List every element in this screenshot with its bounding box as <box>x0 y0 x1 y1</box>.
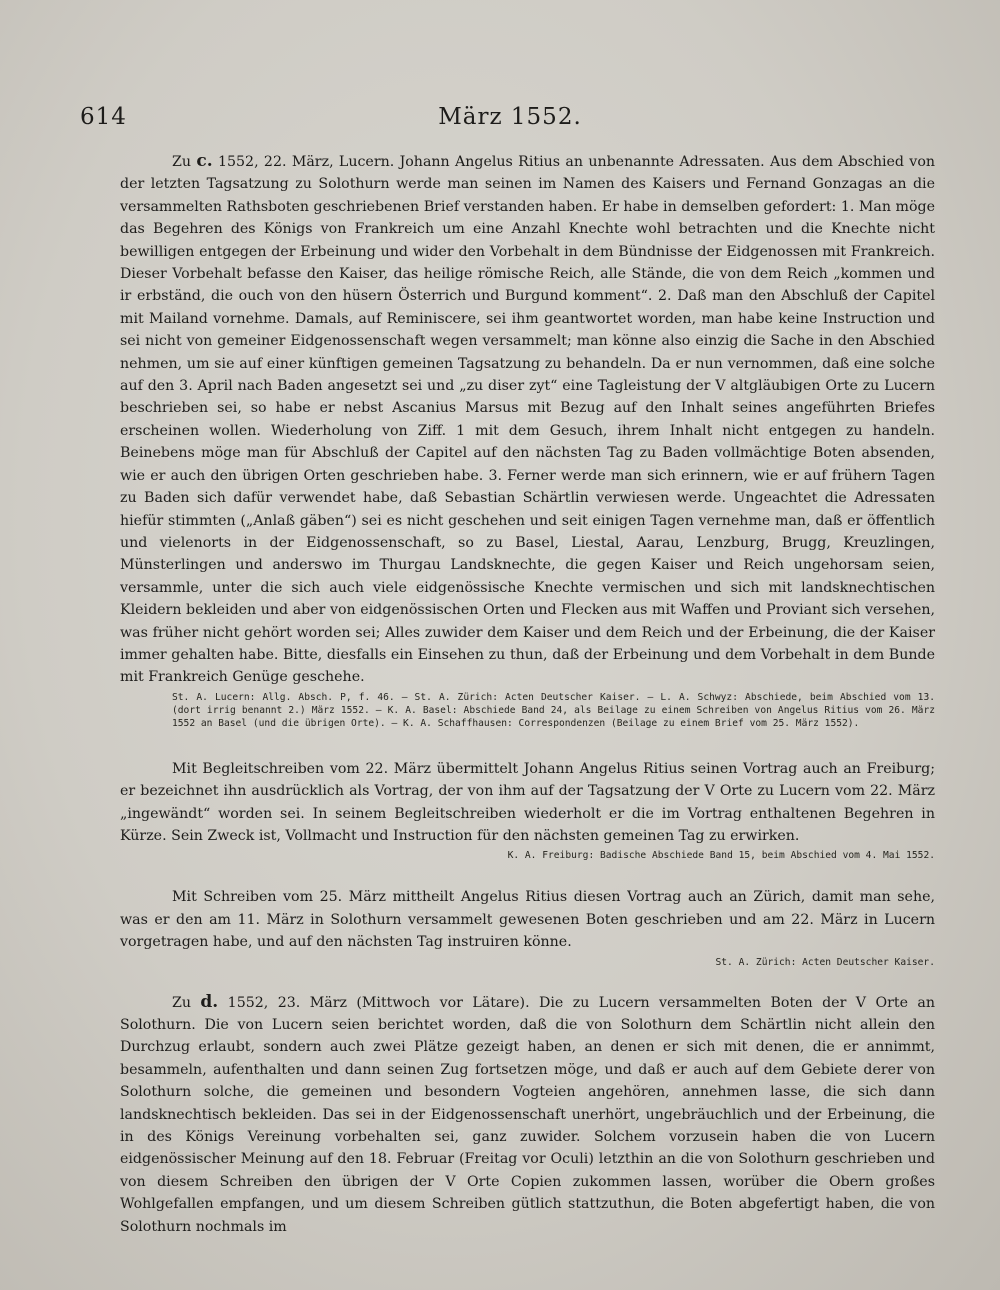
entry-paragraph <box>120 991 935 1238</box>
source-note: St. A. Zürich: Acten Deutscher Kaiser. <box>715 956 935 968</box>
page-body <box>120 150 935 1238</box>
source-note: K. A. Freiburg: Badische Abschiede Band 15, beim Abschied vom 4. Mai 1552. <box>507 850 935 862</box>
entry-siglum: c. <box>196 151 213 171</box>
siglum-prefix: Zu <box>172 994 201 1011</box>
entry-text: 1552, 22. März, Lucern. Johann Angelus Ritius an unbenannte Adressaten. Aus dem Abschied von der letzten Tagsatzung zu Solothurn werde man seinen im Namen des Kaisers und Fernand Gonzagas an die versammelten Rathsboten geschriebenen Brief verstanden haben. Er habe in demselben gefordert: 1. Man möge das Begehren des Königs von Frankreich um eine Anzahl Knechte wohl betrachten und die Knechte nicht bewilligen entgegen der Erbeinung und wider den Vorbehalt in dem Bündnisse der Eidgenossen mit Frankreich. Dieser Vorbehalt befasse den Kaiser, das heilige römische Reich, alle Stände, die von dem Reich „kommen und ir erbständ, die ouch von den hüsern Österrich und Burgund komment“. 2. Daß man den Abschluß der Capitel mit Mailand vornehme. Damals, auf Reminiscere, sei ihm geantwortet worden, man habe keine Instruction und sei nicht von gemeiner Eidgenossenschaft wegen versammelt; man könne also einzig die Sache in den Abschied nehmen, um sie auf einer künftigen gemeinen Tagsatzung zu behandeln. Da er nun vernommen, daß eine solche auf den 3. April nach Baden angesetzt sei und „zu diser zyt“ eine Tagleistung der V altgläubigen Orte zu Lucern beschrieben sei, so habe er nebst Ascanius Marsus mit Bezug auf den Inhalt seines angeführten Briefes erscheinen wollen. Wiederholung von Ziff. 1 mit dem Gesuch, ihrem Inhalt nicht entgegen zu handeln. Beinebens möge man für Abschluß der Capitel auf den nächsten Tag zu Baden vollmächtige Boten absenden, wie er auch den übrigen Orten geschrieben habe. 3. Ferner werde man sich erinnern, wie er auf frühern Tagen zu Baden sich dafür verwendet habe, daß Sebastian Schärtlin verwiesen werde. Ungeachtet die Adressaten hiefür stimmten („Anlaß gäben“) sei es nicht geschehen und seit einigen Tagen vernehme man, daß er öffentlich und vielenorts in der Eidgenossenschaft, so zu Basel, Liestal, Aarau, Lenzburg, Brugg, Kreuzlingen, Münsterlingen und anderswo im Thurgau Landsknechte, die gegen Kaiser und Reich ungehorsam seien, versammle, unter die sich auch viele eidgenössische Knechte vermischen und sich mit landsknechtischen Kleidern bekleiden und aber von eidgenössischen Orten und Flecken aus mit Waffen und Proviant sich versehen, was früher nicht gehört worden sei; Alles zuwider dem Kaiser und dem Reich und der Erbeinung, die der Kaiser immer gehalten habe. Bitte, diesfalls ein Einsehen zu thun, daß der Erbeinung und dem Vorbehalt in dem Bunde mit Frankreich Genüge geschehe. <box>120 154 935 686</box>
entry-paragraph <box>120 886 935 953</box>
source-note: St. A. Lucern: Allg. Absch. P, f. 46. — St. A. Zürich: Acten Deutscher Kaiser. — L. A. Schwyz: Abschiede, beim Abschied vom 13. (dort irrig benannt 2.) März 1552. — K. A. Basel: Abschiede Band 24, als Beilage zu einem Schreiben von Angelus Ritius vom 26. März 1552 an Basel (und die übrigen Orte). — K. A. Schaffhausen: Correspondenzen (Beilage zu einem Brief vom 25. März 1552). <box>172 691 935 729</box>
entry-text: Mit Begleitschreiben vom 22. März übermittelt Johann Angelus Ritius seinen Vortrag auch an Freiburg; er bezeichnet ihn ausdrücklich als Vortrag, der von ihm auf der Tagsatzung der V Orte zu Lucern vom 22. März „ingewändt“ worden sei. In seinem Begleitschreiben wiederholt er die im Vortrag enthaltenen Begehren in Kürze. Sein Zweck ist, Vollmacht und Instruction für den nächsten gemeinen Tag zu erwirken. <box>120 760 935 844</box>
running-head: März 1552. <box>438 104 582 130</box>
entry-c-zurich <box>120 886 935 968</box>
entry-siglum: d. <box>200 991 219 1012</box>
entry-text: Mit Schreiben vom 25. März mittheilt Angelus Ritius diesen Vortrag auch an Zürich, damit man sehe, was er den am 11. März in Solothurn versammelt gewesenen Boten geschrieben und am 22. März in Lucern vorgetragen habe, und auf den nächsten Tag instruiren könne. <box>120 889 935 951</box>
entry-c-freiburg <box>120 758 935 863</box>
entry-paragraph <box>120 758 935 848</box>
entry-text: 1552, 23. März (Mittwoch vor Lätare). Die zu Lucern versammelten Boten der V Orte an Solothurn. Die von Lucern seien berichtet worden, daß die von Solothurn dem Schärtlin nicht allein den Durchzug erlaubt, sondern auch zwei Plätze gezeigt haben, an denen er sich mit denen, die er annimmt, besammeln, aufenthalten und dann seinen Zug fortsetzen möge, und daß er auch auf dem Gebiete derer von Solothurn solche, die gemeinen und besondern Vogteien angehören, annehmen lasse, die sich dann landsknechtisch bekleiden. Das sei in der Eidgenossenschaft unerhört, ungebräuchlich und der Erbeinung, die in des Königs Vereinung vorbehalten sei, ganz zuwider. Solchem vorzusein haben die von Lucern eidgenössischer Meinung auf den 18. Februar (Freitag vor Oculi) letzthin an die von Solothurn geschrieben und von diesem Schreiben den übrigen der V Orte Copien zukommen lassen, worüber die Obern großes Wohlgefallen empfangen, und um diesem Schreiben gütlich stattzuthun, die Boten abgefertigt haben, die von Solothurn nochmals im <box>120 994 935 1235</box>
page-number: 614 <box>80 104 127 130</box>
entry-c <box>120 150 935 730</box>
entry-paragraph <box>120 150 935 689</box>
siglum-prefix: Zu <box>172 154 197 170</box>
entry-d <box>120 991 935 1238</box>
page-header <box>80 104 940 144</box>
